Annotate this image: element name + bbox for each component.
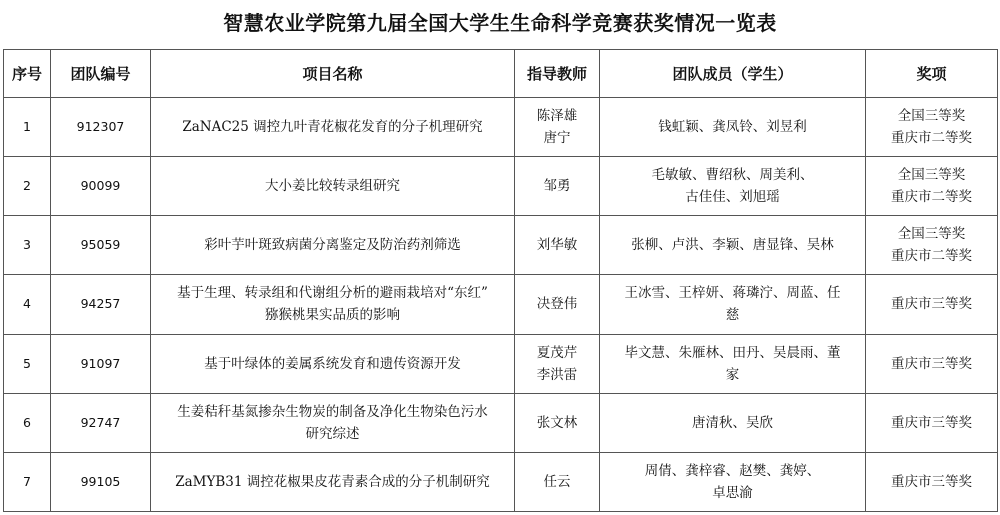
cell-members-line: 家 [725, 366, 740, 383]
cell-project [151, 393, 515, 452]
cell-project-line: 基于叶绿体的姜属系统发育和遗传资源开发 [204, 355, 461, 372]
cell-project-line: 大小姜比较转录组研究 [265, 178, 400, 195]
cell-award [866, 216, 998, 275]
cell-project [151, 275, 515, 334]
cell-award-line: 重庆市二等奖 [891, 189, 972, 206]
document-title: 智慧农业学院第九届全国大学生生命科学竞赛获奖情况一览表 [223, 11, 777, 35]
cell-team-id: 99105 [51, 452, 151, 511]
table-row [4, 98, 998, 157]
cell-seq: 6 [4, 393, 51, 452]
cell-team-id: 94257 [51, 275, 151, 334]
cell-team-id: 90099 [51, 157, 151, 216]
table-row [4, 157, 998, 216]
cell-project [151, 98, 515, 157]
cell-project-line: ZaMYB31 调控花椒果皮花青素合成的分子机制研究 [175, 473, 490, 490]
cell-advisor [515, 452, 600, 511]
cell-members [600, 98, 866, 157]
cell-members-line: 钱虹颖、龚凤铃、刘昱利 [658, 119, 807, 136]
cell-award-line: 重庆市三等奖 [891, 414, 972, 431]
cell-advisor-line: 李洪雷 [536, 366, 578, 383]
table-row [4, 393, 998, 452]
cell-members-line: 毛敏敏、曹绍秋、周美利、 [651, 167, 814, 184]
cell-project [151, 216, 515, 275]
cell-advisor-line: 张文林 [536, 414, 578, 431]
cell-seq: 7 [4, 452, 51, 511]
cell-award-line: 重庆市二等奖 [891, 248, 972, 265]
cell-members-line: 毕文慧、朱雁林、田丹、吴晨雨、董 [624, 344, 841, 361]
cell-team-id: 95059 [51, 216, 151, 275]
cell-award-line: 重庆市三等奖 [891, 355, 972, 372]
cell-members [600, 393, 866, 452]
cell-seq: 1 [4, 98, 51, 157]
cell-advisor-line: 刘华敏 [536, 237, 578, 254]
cell-award-line: 重庆市二等奖 [891, 130, 972, 147]
cell-award-line: 全国三等奖 [897, 167, 966, 184]
cell-award [866, 334, 998, 393]
cell-project-line: 猕猴桃果实品质的影响 [265, 307, 400, 324]
cell-project-line: 彩叶芋叶斑致病菌分离鉴定及防治药剂筛选 [204, 237, 461, 254]
cell-team-id: 912307 [51, 98, 151, 157]
cell-award [866, 275, 998, 334]
header-team-id: 团队编号 [51, 50, 151, 98]
cell-seq: 5 [4, 334, 51, 393]
cell-seq: 4 [4, 275, 51, 334]
cell-seq: 3 [4, 216, 51, 275]
cell-project [151, 452, 515, 511]
cell-advisor [515, 98, 600, 157]
cell-advisor-line: 夏茂芹 [536, 344, 578, 361]
cell-advisor [515, 393, 600, 452]
cell-award-line: 重庆市三等奖 [891, 296, 972, 313]
cell-seq: 2 [4, 157, 51, 216]
cell-team-id: 92747 [51, 393, 151, 452]
cell-advisor-line: 陈泽雄 [536, 108, 578, 125]
cell-members-line: 慈 [725, 307, 740, 324]
cell-advisor [515, 334, 600, 393]
cell-advisor [515, 157, 600, 216]
awards-table [3, 49, 998, 512]
cell-members-line: 唐清秋、吴欣 [692, 414, 773, 431]
cell-members-line: 卓思渝 [712, 484, 753, 501]
cell-members-line: 周倩、龚梓睿、赵樊、龚婷、 [644, 462, 821, 479]
header-members: 团队成员（学生） [600, 50, 866, 98]
table-body [4, 98, 998, 512]
cell-advisor [515, 216, 600, 275]
table-row [4, 275, 998, 334]
cell-award [866, 393, 998, 452]
cell-members [600, 452, 866, 511]
cell-project-line: 基于生理、转录组和代谢组分析的避雨栽培对“东红” [177, 285, 488, 302]
cell-members [600, 157, 866, 216]
cell-project [151, 157, 515, 216]
table-row [4, 334, 998, 393]
table-row [4, 216, 998, 275]
cell-members [600, 275, 866, 334]
cell-advisor-line: 决登伟 [536, 296, 578, 313]
cell-award-line: 重庆市三等奖 [891, 473, 972, 490]
cell-advisor [515, 275, 600, 334]
cell-members-line: 王冰雪、王梓妍、蒋璘泞、周蓝、任 [624, 285, 841, 302]
cell-project-line: 生姜秸秆基氮掺杂生物炭的制备及净化生物染色污水 [177, 403, 488, 420]
header-seq: 序号 [4, 50, 51, 98]
cell-members [600, 216, 866, 275]
cell-team-id: 91097 [51, 334, 151, 393]
cell-project-line: 研究综述 [305, 425, 360, 442]
cell-members [600, 334, 866, 393]
cell-advisor-line: 邹勇 [543, 178, 571, 195]
cell-members-line: 古佳佳、刘旭瑶 [685, 189, 780, 206]
cell-award [866, 98, 998, 157]
cell-award-line: 全国三等奖 [897, 226, 966, 243]
header-award: 奖项 [866, 50, 998, 98]
cell-award [866, 452, 998, 511]
table-row [4, 452, 998, 511]
cell-advisor-line: 任云 [543, 473, 571, 490]
header-project: 项目名称 [151, 50, 515, 98]
cell-advisor-line: 唐宁 [543, 130, 571, 147]
header-advisor: 指导教师 [515, 50, 600, 98]
cell-award [866, 157, 998, 216]
cell-project-line: ZaNAC25 调控九叶青花椒花发育的分子机理研究 [182, 119, 483, 136]
cell-project [151, 334, 515, 393]
cell-members-line: 张柳、卢洪、李颖、唐显锋、吴林 [631, 237, 834, 254]
header-row [4, 50, 998, 98]
cell-award-line: 全国三等奖 [897, 108, 966, 125]
